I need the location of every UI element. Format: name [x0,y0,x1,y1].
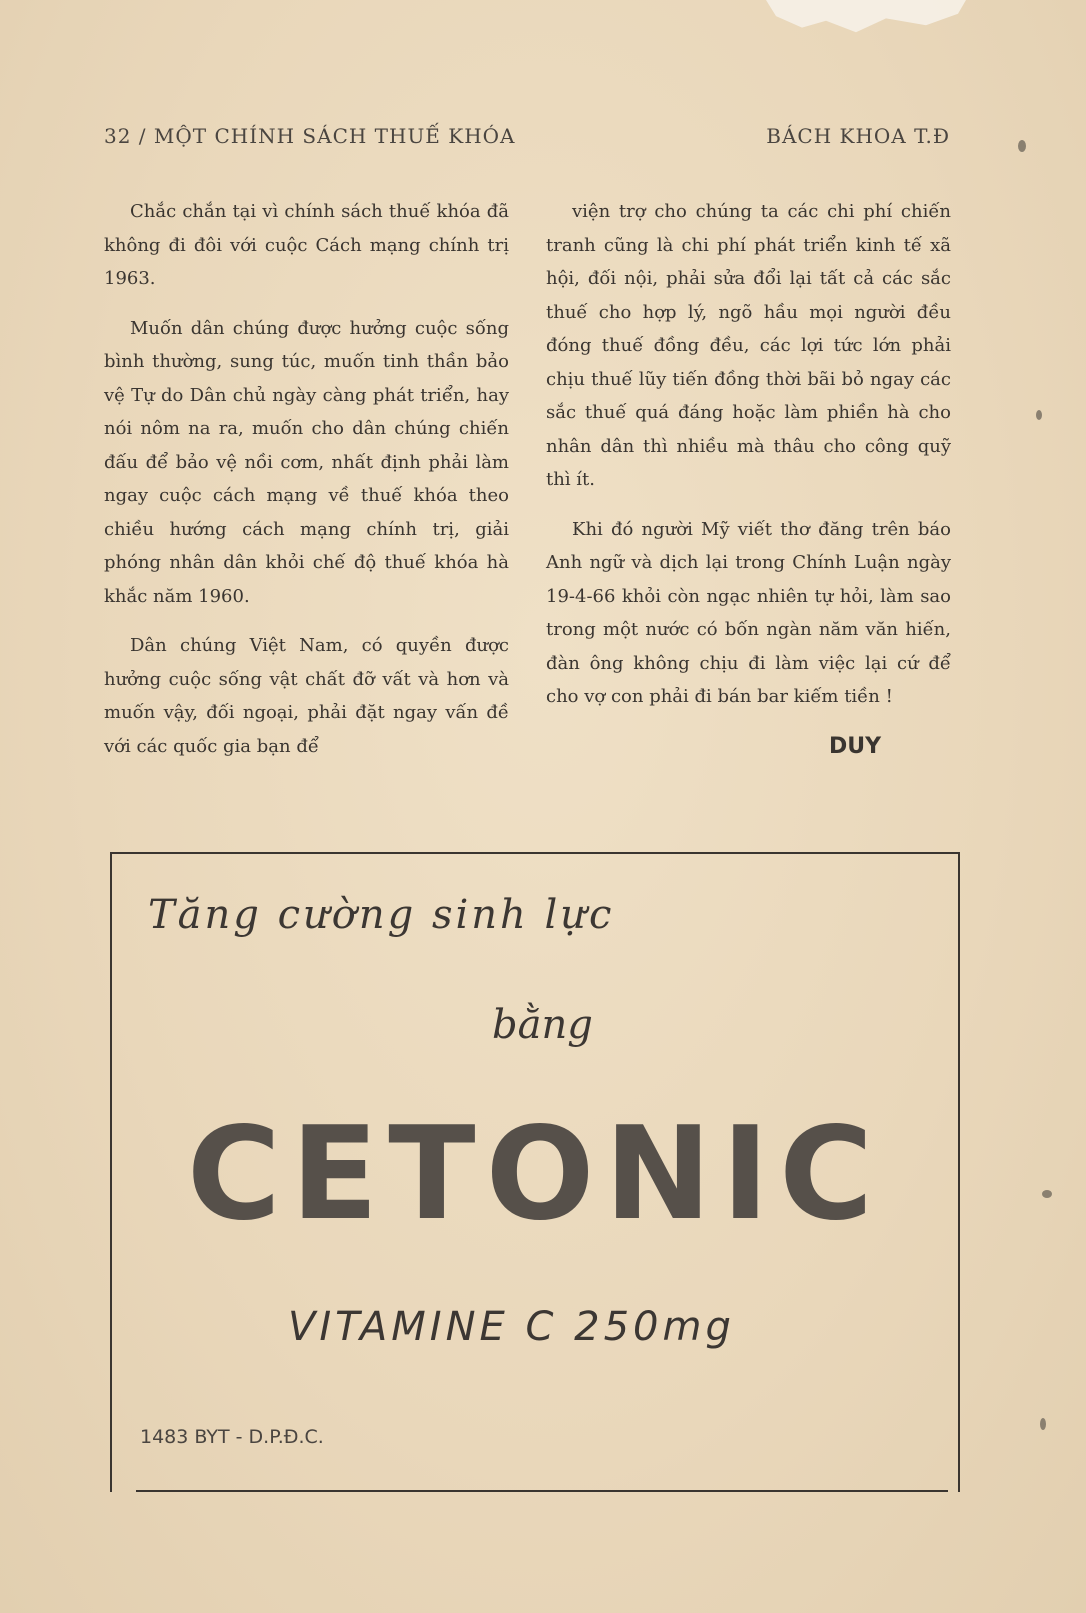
paragraph: Khi đó người Mỹ viết thơ đăng trên báo Anh ngữ và dịch lại trong Chính Luận ngày 19-4-66 khỏi còn ngạc nhiên tự hỏi, làm sao trong một nước có bốn ngàn năm văn hiến, đàn ông không chịu đi làm việc lại cứ để cho vợ con phải đi bán bar kiếm tiền ! [546,518,951,707]
page-header [104,124,950,154]
header-left: 32 / MỘT CHÍNH SÁCH THUẾ KHÓA [104,124,516,148]
header-right: BÁCH KHOA T.Đ [766,124,950,148]
paper-blemish [1018,140,1026,152]
ad-registration-code: 1483 BYT - D.P.Đ.C. [140,1426,324,1448]
paper-blemish [1036,410,1042,420]
paper-blemish [1040,1418,1046,1430]
left-column [104,195,509,779]
author-signature: DUY [828,733,881,759]
ad-product-line: VITAMINE C 250mg [288,1304,735,1350]
paragraph: Muốn dân chúng được hưởng cuộc sống bình thường, sung túc, muốn tinh thần bảo vệ Tự do Dân chủ ngày càng phát triển, hay nói nôm na ra, muốn cho dân chúng chiến đấu để bảo vệ nồi cơm, nhất định phải làm ngay cuộc cách mạng về thuế khóa theo chiều hướng cách mạng chính trị, giải phóng nhân dân khỏi chế độ thuế khóa hà khắc năm 1960. [104,317,509,607]
ad-top-rule [110,852,960,854]
ad-brand-name: CETONIC [186,1100,884,1249]
ad-script-headline: Tăng cường sinh lực [148,892,615,938]
paragraph: viện trợ cho chúng ta các chi phí chiến tranh cũng là chi phí phát triển kinh tế xã hội, đối nội, phải sửa đổi lại tất cả các sắc thuế cho hợp lý, ngõ hầu mọi người đều đóng thuế đồng đều, các lợi tức lớn phải chịu thuế lũy tiến đồng thời bãi bỏ ngay các sắc thuế quá đáng hoặc làm phiền hà cho nhân dân thì nhiều mà thâu cho công quỹ thì ít. [546,201,951,490]
paragraph: Dân chúng Việt Nam, có quyền được hưởng cuộc sống vật chất đỡ vất và hơn và muốn vậy, đối ngoại, phải đặt ngay vấn đề với các quốc gia bạn để [104,635,509,757]
paragraph: Chắc chắn tại vì chính sách thuế khóa đã không đi đôi với cuộc Cách mạng chính trị 1963. [104,201,509,289]
paper-blemish [1042,1190,1052,1198]
ad-bottom-rule [136,1490,948,1492]
ad-script-subline: bằng [492,1002,593,1048]
advertisement-box [110,852,960,1492]
right-column [546,195,951,763]
